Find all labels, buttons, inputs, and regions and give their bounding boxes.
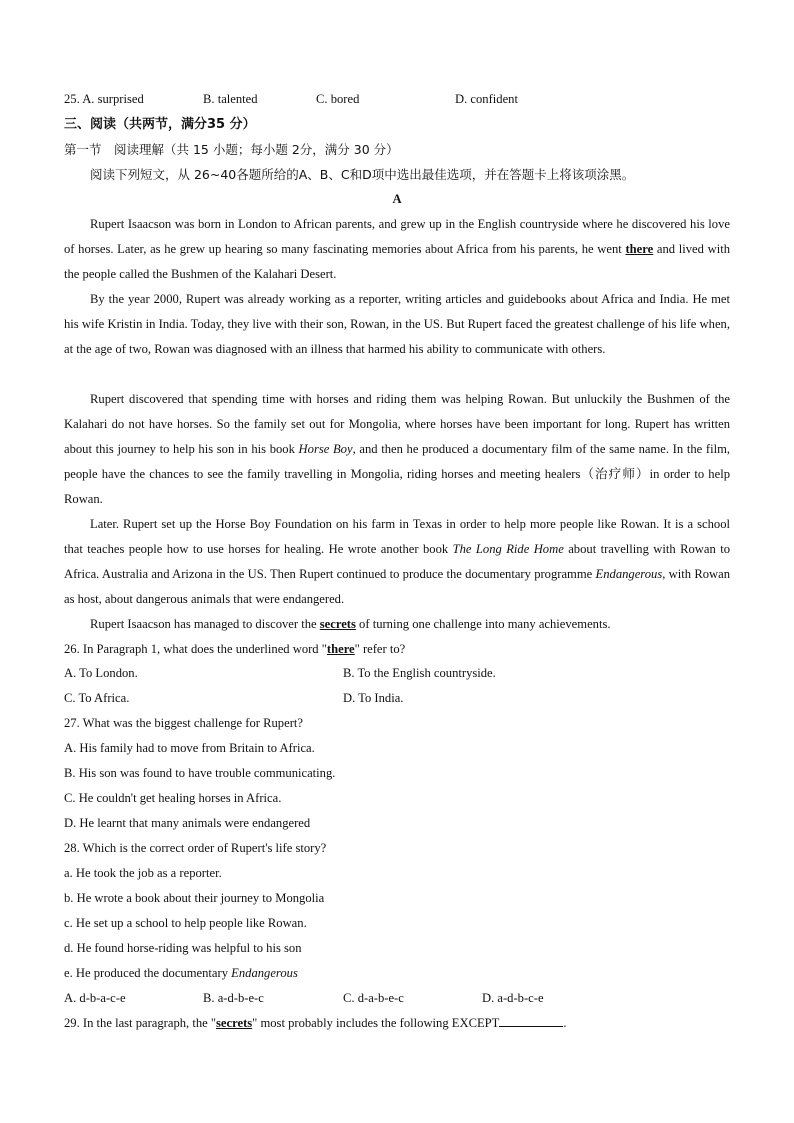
q28-item-b: b. He wrote a book about their journey to Mongolia (64, 891, 325, 905)
q29-stem: 29. In the last paragraph, the "secrets" most probably includes the following EXCEPT . (64, 1011, 730, 1036)
q26-stem: 26. In Paragraph 1, what does the underlined word "there" refer to? (64, 642, 406, 656)
q28-option-c: C. d-a-b-e-c (343, 991, 404, 1005)
paragraph-4: Later. Rupert set up the Horse Boy Foundation on his farm in Texas in order to help more people like Rowan. It is a school that teaches people how to use horses for healing. He wrote another book The Long Ride Home about travelling with Rowan to Africa. Australia and Arizona in the US. Then Rupert continued to produce the documentary programme Endangerous, with Rowan as host, about dangerous animals that were endangered. (64, 517, 731, 606)
q26-option-c: C. To Africa. (64, 691, 130, 705)
passage-label: A (392, 192, 402, 206)
programme-title-endangerous: Endangerous (595, 567, 663, 581)
q26-option-a: A. To London. (64, 666, 138, 680)
paragraph-1: Rupert Isaacson was born in London to African parents, and grew up in the English countryside where he discovered his love of horses. Later, as he grew up hearing so many fascinating memories about Africa from his parents, he went there and lived with the people called the Bushmen of the Kalahari Desert. (64, 217, 730, 281)
section-title: 三、阅读（共两节，满分35 分） (64, 117, 256, 132)
q28-item-c: c. He set up a school to help people like Rowan. (64, 916, 307, 930)
underlined-word-there: there (625, 242, 654, 256)
q28-item-a: a. He took the job as a reporter. (64, 866, 222, 880)
q28-item-d: d. He found horse-riding was helpful to his son (64, 941, 302, 955)
paragraph-3: Rupert discovered that spending time with horses and riding them was helping Rowan. But unluckily the Bushmen of the Kalahari do not have horses. So the family set out for Mongolia, where horses have been important for long. Rupert has written about this journey to help his son in his book Horse Boy, and then he produced a documentary film of the same name. In the film, people have the chances to see the family travelling in Mongolia, riding horses and meeting healers（治疗师）in order to help Rowan. (64, 392, 731, 506)
q27-option-c: C. He couldn't get healing horses in Africa. (64, 791, 282, 805)
q27-option-d: D. He learnt that many animals were endangered (64, 816, 311, 830)
q28-option-a: A. d-b-a-c-e (64, 991, 126, 1005)
q27-option-a: A. His family had to move from Britain to Africa. (64, 741, 315, 755)
q28-stem: 28. Which is the correct order of Rupert's life story? (64, 841, 327, 855)
q25-option-d: D. confident (455, 92, 518, 106)
paragraph-2: By the year 2000, Rupert was already working as a reporter, writing articles and guidebooks about Africa and India. He met his wife Kristin in India. Today, they live with their son, Rowan, in the US. But Rupert faced the greatest challenge of his life when, at the age of two, Rowan was diagnosed with an illness that harmed his ability to communicate with others. (64, 292, 730, 356)
q25-option-a: 25. A. surprised (64, 92, 144, 106)
underlined-word-secrets: secrets (319, 617, 356, 631)
q27-stem: 27. What was the biggest challenge for Rupert? (64, 716, 303, 730)
book-title-long-ride-home: The Long Ride Home (452, 542, 564, 556)
q28-option-d: D. a-d-b-c-e (482, 991, 544, 1005)
q25-option-b: B. talented (203, 92, 258, 106)
q25-option-c: C. bored (316, 92, 360, 106)
answer-blank (499, 1012, 563, 1027)
book-title-horse-boy: Horse Boy (298, 442, 353, 456)
q27-option-b: B. His son was found to have trouble communicating. (64, 766, 336, 780)
q26-option-b: B. To the English countryside. (343, 666, 496, 680)
q28-item-e: e. He produced the documentary Endangerous (64, 966, 298, 980)
q28-option-b: B. a-d-b-e-c (203, 991, 264, 1005)
instruction: 阅读下列短文，从 26~40各题所给的A、B、C和D项中选出最佳选项，并在答题卡上将该项涂黑。 (90, 167, 635, 182)
part-title: 第一节 阅读理解（共 15 小题；每小题 2分，满分 30 分） (64, 142, 399, 157)
q26-option-d: D. To India. (343, 691, 404, 705)
paragraph-5: Rupert Isaacson has managed to discover the secrets of turning one challenge into many achievements. (90, 617, 611, 631)
